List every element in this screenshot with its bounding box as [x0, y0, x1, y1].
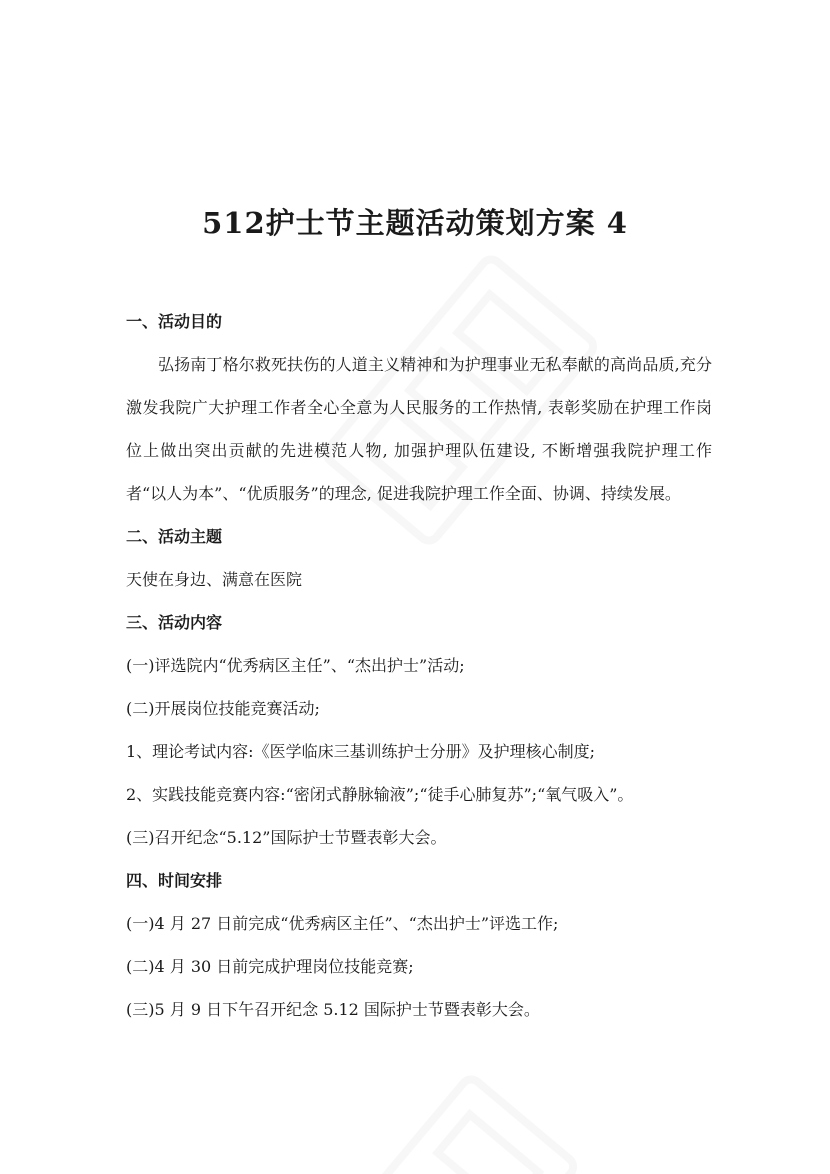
document-body: [126, 300, 712, 1031]
content-item: (三)召开纪念“5.12”国际护士节暨表彰大会。: [126, 828, 447, 847]
section-heading-content: 三、活动内容: [126, 613, 223, 632]
content-item: (一)评选院内“优秀病区主任”、“杰出护士”活动;: [126, 656, 465, 675]
schedule-item: (二)4 月 30 日前完成护理岗位技能竞赛;: [126, 957, 414, 976]
document-title: 512护士节主题活动策划方案 4: [202, 206, 628, 240]
content-item: 2、实践技能竞赛内容:“密闭式静脉输液”;“徒手心肺复苏”;“氧气吸入”。: [126, 785, 634, 804]
section-heading-schedule: 四、时间安排: [126, 871, 223, 890]
content-item: (二)开展岗位技能竞赛活动;: [126, 699, 320, 718]
schedule-item: (三)5 月 9 日下午召开纪念 5.12 国际护士节暨表彰大会。: [126, 1000, 540, 1019]
section-heading-purpose: 一、活动目的: [126, 312, 223, 331]
schedule-item: (一)4 月 27 日前完成“优秀病区主任”、“杰出护士”评选工作;: [126, 914, 559, 933]
section-heading-theme: 二、活动主题: [126, 527, 223, 546]
watermark-icon: [289, 1061, 592, 1174]
purpose-paragraph: 弘扬南丁格尔救死扶伤的人道主义精神和为护理事业无私奉献的高尚品质,充分激发我院广大护理工作者全心全意为人民服务的工作热情, 表彰奖励在护理工作岗位上做出突出贡献的先进模范人物, 加强护理队伍建设, 不断增强我院护理工作者“以人为本”、“优质服务”的理念, 促进我院护理工作全面、协调、持续发展。: [126, 355, 712, 503]
theme-text: 天使在身边、满意在医院: [126, 570, 303, 589]
content-item: 1、理论考试内容:《医学临床三基训练护士分册》及护理核心制度;: [126, 742, 595, 761]
